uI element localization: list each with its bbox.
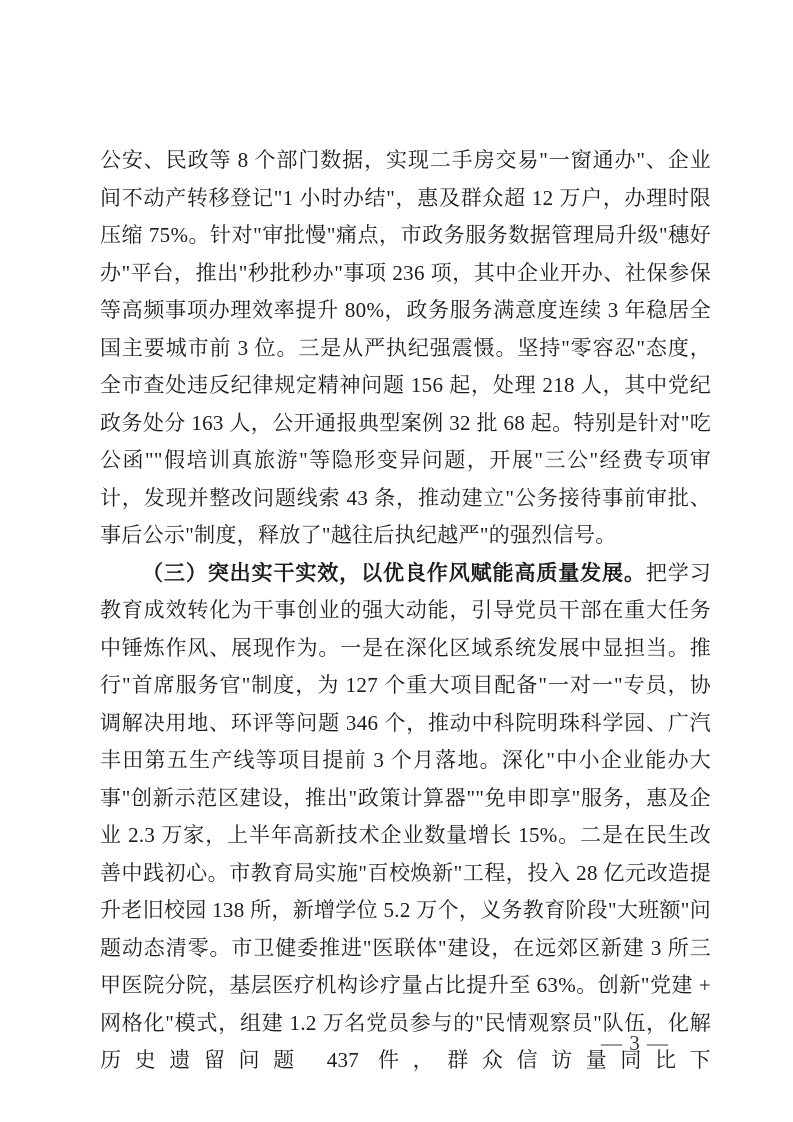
body-paragraph-continuation: 公安、民政等 8 个部门数据，实现二手房交易"一窗通办"、企业间不动产转移登记"1 小时办结"，惠及群众超 12 万户，办理时限压缩 75%。针对"审批慢"痛点，市政务服务数据管理局升级"穗好办"平台，推出"秒批秒办"事项 236 项，其中企业开办、社保参保等高频事项办理效率提升 80%，政务服务满意度连续 3 年稳居全国主要城市前 3 位。三是从严执纪强震慑。坚持"零容忍"态度，全市查处违反纪律规定精神问题 156 起，处理 218 人，其中党纪政务处分 163 人，公开通报典型案例 32 批 68 起。特别是针对"吃公函""假培训真旅游"等隐形变异问题，开展"三公"经费专项审计，发现并整改问题线索 43 条，推动建立"公务接待事前审批、事后公示"制度，释放了"越往后执纪越严"的强烈信号。 [100, 148, 711, 547]
page-number: — 3 — [601, 1031, 669, 1055]
section-heading: （三）突出实干实效，以优良作风赋能高质量发展。 [142, 560, 646, 585]
section-body-text: 把学习教育成效转化为干事创业的强大动能，引导党员干部在重大任务中锤炼作风、展现作为。一是在深化区域系统发展中显担当。推行"首席服务官"制度，为 127 个重大项目配备"一对一"专员，协调解决用地、环评等问题 346 个，推动中科院明珠科学园、广汽丰田第五生产线等项目提前 3 个月落地。深化"中小企业能办大事"创新示范区建设，推出"政策计算器""免申即享"服务，惠及企业 2.3 万家，上半年高新技术企业数量增长 15%。二是在民生改善中践初心。市教育局实施"百校焕新"工程，投入 28 亿元改造提升老旧校园 138 所，新增学位 5.2 万个，义务教育阶段"大班额"问题动态清零。市卫健委推进"医联体"建设，在远郊区新建 3 所三甲医院分院，基层医疗机构诊疗量占比提升至 63%。创新"党建 + 网格化"模式，组建 1.2 万名党员参与的"民情观察员"队伍，化解历史遗留问题 437 件，群众信访量同比下 [100, 560, 711, 1072]
document-body [100, 142, 711, 1080]
body-paragraph-section-3 [100, 555, 711, 1080]
